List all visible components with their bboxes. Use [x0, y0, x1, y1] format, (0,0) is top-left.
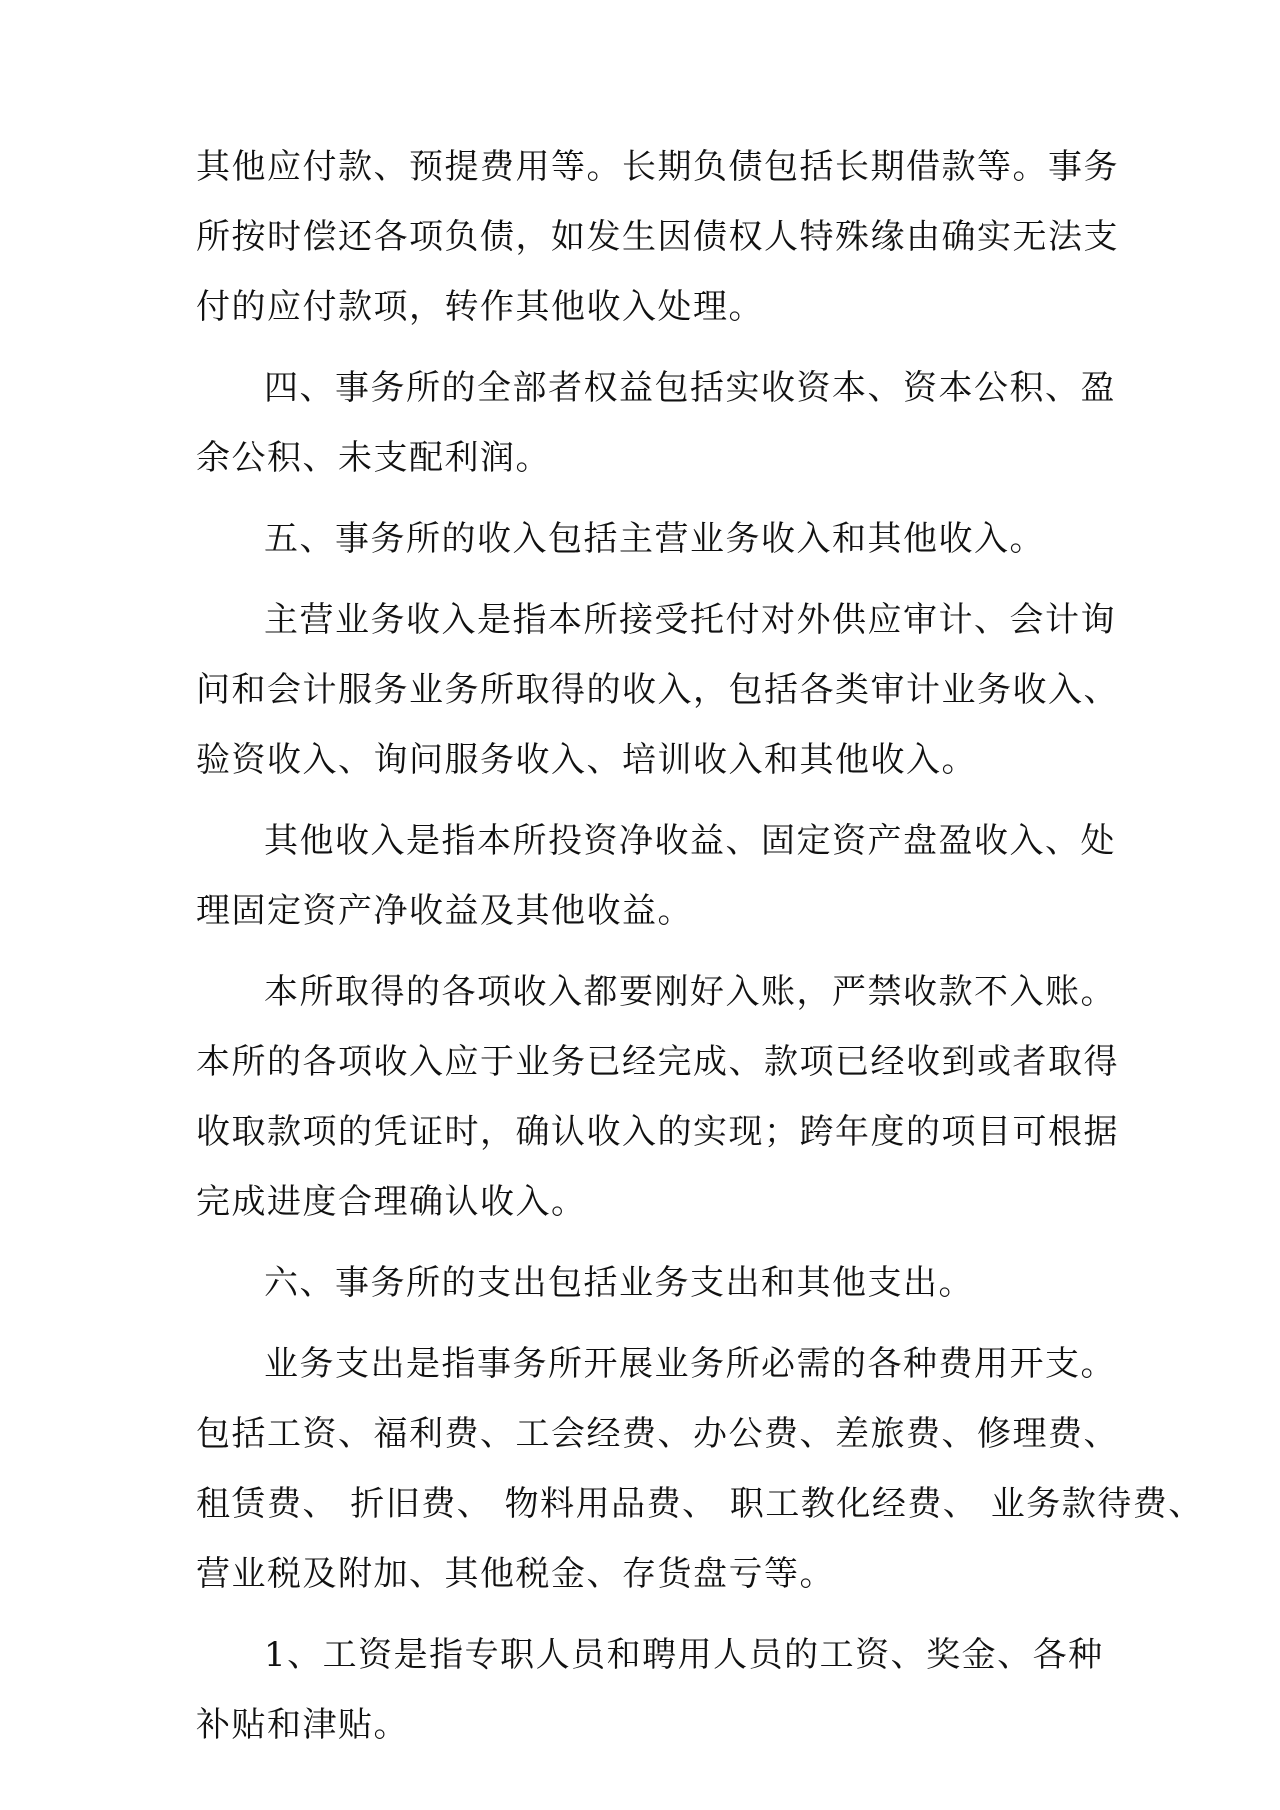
text-line: 付的应付款项，转作其他收入处理。	[196, 287, 764, 327]
text-line: 完成进度合理确认收入。	[196, 1182, 587, 1222]
text-line: 补贴和津贴。	[196, 1705, 409, 1745]
paragraph-main-business-income: 主营业务收入是指本所接受托付对外供应审计、会计询	[264, 600, 1116, 640]
text-line: 租赁费、 折旧费、 物料用品费、 职工教化经费、 业务款待费、	[196, 1484, 1204, 1524]
text-line: 余公积、未支配利润。	[196, 438, 551, 478]
text-line: 营业税及附加、其他税金、存货盘亏等。	[196, 1554, 835, 1594]
paragraph-wages: 1、工资是指专职人员和聘用人员的工资、奖金、各种	[264, 1635, 1104, 1675]
paragraph-income: 五、事务所的收入包括主营业务收入和其他收入。	[264, 519, 1045, 559]
document-body	[196, 132, 1204, 1760]
text-line: 问和会计服务业务所取得的收入，包括各类审计业务收入、	[196, 670, 1119, 710]
paragraph-income-recording: 本所取得的各项收入都要刚好入账，严禁收款不入账。	[264, 972, 1116, 1012]
paragraph-business-expenses: 业务支出是指事务所开展业务所必需的各种费用开支。	[264, 1344, 1116, 1384]
text-line: 本所的各项收入应于业务已经完成、款项已经收到或者取得	[196, 1042, 1119, 1082]
paragraph-expenses: 六、事务所的支出包括业务支出和其他支出。	[264, 1263, 974, 1303]
text-line: 收取款项的凭证时，确认收入的实现；跨年度的项目可根据	[196, 1112, 1119, 1152]
text-line: 验资收入、询问服务收入、培训收入和其他收入。	[196, 740, 977, 780]
text-line: 其他应付款、预提费用等。长期负债包括长期借款等。事务	[196, 147, 1119, 187]
paragraph-ownership-equity: 四、事务所的全部者权益包括实收资本、资本公积、盈	[264, 368, 1116, 408]
text-line: 理固定资产净收益及其他收益。	[196, 891, 693, 931]
text-line: 所按时偿还各项负债，如发生因债权人特殊缘由确实无法支	[196, 217, 1119, 257]
paragraph-other-income: 其他收入是指本所投资净收益、固定资产盘盈收入、处	[264, 821, 1116, 861]
text-line: 包括工资、福利费、工会经费、办公费、差旅费、修理费、	[196, 1414, 1119, 1454]
